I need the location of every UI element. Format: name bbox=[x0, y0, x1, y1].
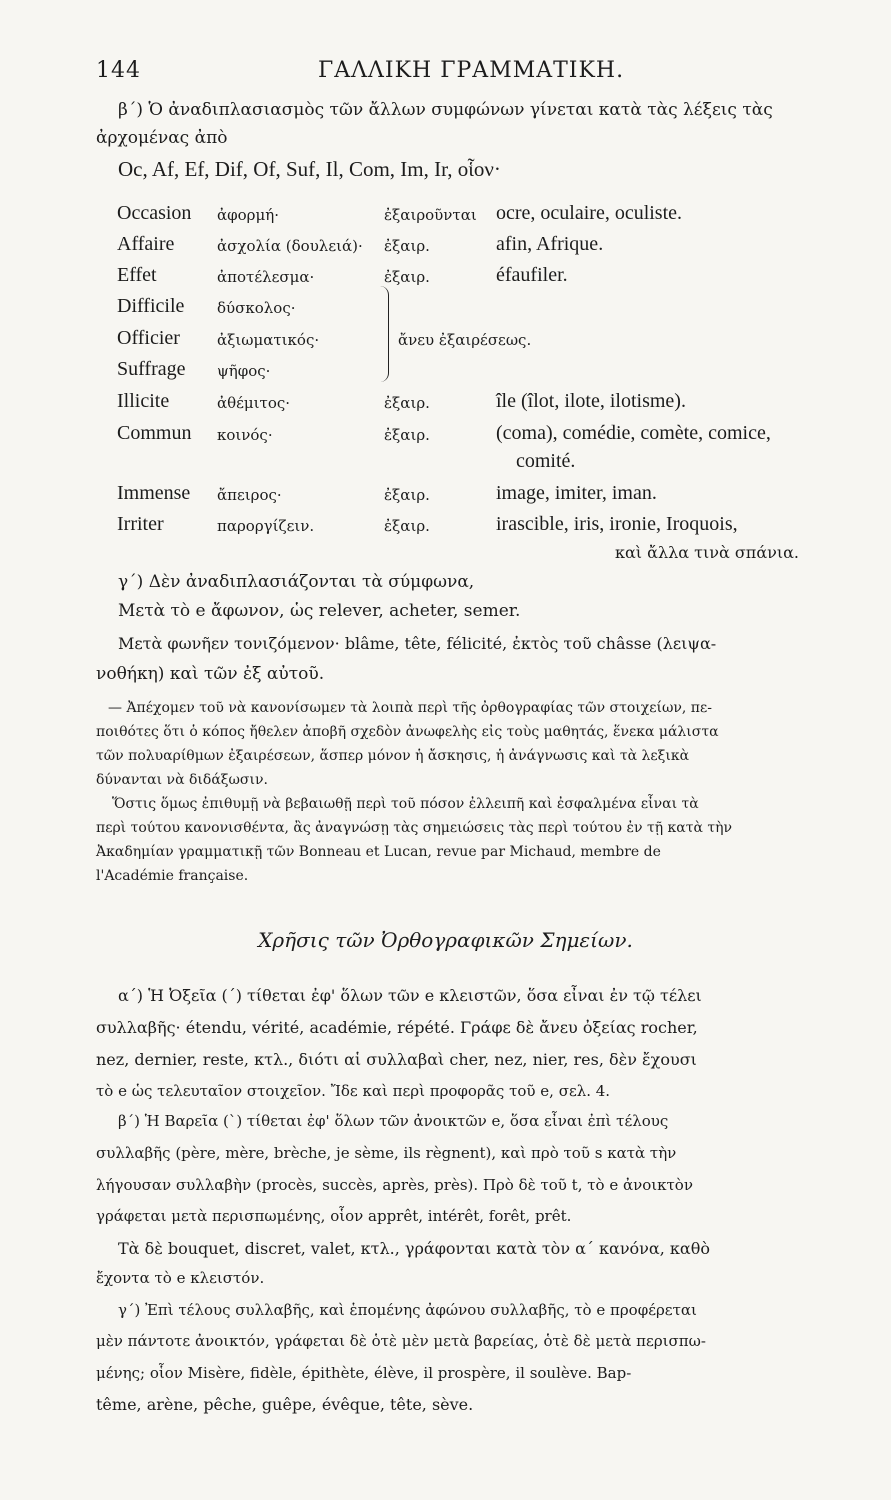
body-line: συλλαβῆς· étendu, vérité, académie, répété. Γράφε δὲ ἄνευ ὀξείας rocher, bbox=[96, 1018, 698, 1037]
body-line: τὸ e ὡς τελευταῖον στοιχεῖον. Ἴδε καὶ περὶ προφορᾶς τοῦ e, σελ. 4. bbox=[96, 1082, 611, 1100]
greek-translation: δύσκολος· bbox=[217, 299, 296, 317]
note-line: — Ἀπέχομεν τοῦ νὰ κανονίσωμεν τὰ λοιπὰ περὶ τῆς ὀρθογραφίας τῶν στοιχείων, πε- bbox=[108, 700, 712, 716]
french-word: Suffrage bbox=[117, 358, 186, 380]
exception-examples: ocre, oculaire, oculiste. bbox=[496, 202, 683, 224]
french-word: Immense bbox=[117, 482, 191, 504]
exception-label: ἐξαιροῦνται bbox=[384, 206, 477, 224]
exception-label: ἐξαιρ. bbox=[384, 426, 430, 444]
body-line: ἔχοντα τὸ e κλειστόν. bbox=[96, 1269, 265, 1287]
exception-label: ἐξαιρ. bbox=[384, 268, 430, 286]
body-line: γράφεται μετὰ περισπωμένης, οἷον apprêt, intérêt, forêt, prêt. bbox=[96, 1207, 572, 1225]
note-line: l'Académie française. bbox=[96, 868, 249, 884]
greek-translation: ψῆφος· bbox=[217, 362, 271, 380]
table-row bbox=[0, 390, 891, 420]
gamma-line-3: Μετὰ φωνῆεν τονιζόμενον· blâme, tête, félicité, ἐκτὸς τοῦ châsse (λειψα- bbox=[118, 634, 717, 653]
exception-examples: (coma), comédie, comète, comice, bbox=[496, 422, 771, 444]
exception-label: ἄνευ ἐξαιρέσεως. bbox=[398, 331, 532, 349]
table-row bbox=[0, 422, 891, 452]
intro-line-1: β΄) Ὁ ἀναδιπλασιασμὸς τῶν ἄλλων συμφώνων γίνεται κατὰ τὰς λέξεις τὰς bbox=[118, 100, 773, 120]
body-line: nez, dernier, reste, κτλ., διότι αἱ συλλαβαὶ cher, nez, nier, res, δὲν ἔχουσι bbox=[96, 1050, 697, 1069]
table-row bbox=[0, 482, 891, 512]
greek-translation: ἀθέμιτος· bbox=[217, 394, 291, 412]
exception-examples: afin, Afrique. bbox=[496, 233, 604, 255]
exception-examples: île (îlot, ilote, ilotisme). bbox=[496, 390, 686, 412]
exception-label: ἐξαιρ. bbox=[384, 486, 430, 504]
note-line: ποιθότες ὅτι ὁ κόπος ἤθελεν ἀποβῆ σχεδὸν ἀνωφελὴς εἰς τοὺς μαθητάς, ἕνεκα μάλιστα bbox=[96, 724, 719, 740]
french-word: Occasion bbox=[117, 202, 192, 224]
table-row bbox=[0, 233, 891, 263]
body-line: β΄) Ἡ Βαρεῖα (`) τίθεται ἐφ' ὅλων τῶν ἀνοικτῶν e, ὅσα εἶναι ἐπὶ τέλους bbox=[118, 1112, 669, 1130]
body-line: λήγουσαν συλλαβὴν (procès, succès, après, près). Πρὸ δὲ τοῦ t, τὸ e ἀνοικτὸν bbox=[96, 1176, 693, 1194]
section-title: Χρῆσις τῶν Ὀρθογραφικῶν Σημείων. bbox=[258, 928, 633, 952]
french-word: Illicite bbox=[117, 390, 170, 412]
table-row bbox=[0, 358, 891, 388]
table-row bbox=[0, 264, 891, 294]
table-tail: καὶ ἄλλα τινὰ σπάνια. bbox=[615, 543, 800, 562]
greek-translation: ἀφορμή· bbox=[217, 206, 279, 224]
body-line: Τὰ δὲ bouquet, discret, valet, κτλ., γράφονται κατὰ τὸν α΄ κανόνα, καθὸ bbox=[118, 1239, 710, 1258]
body-line: γ΄) Ἐπὶ τέλους συλλαβῆς, καὶ ἑπομένης ἀφώνου συλλαβῆς, τὸ e προφέρεται bbox=[118, 1301, 697, 1319]
french-word: Effet bbox=[117, 264, 157, 286]
note-line: Ἀκαδημίαν γραμματικῇ τῶν Bonneau et Lucan, revue par Michaud, membre de bbox=[96, 844, 661, 860]
body-line: α΄) Ἡ Ὀξεῖα (΄) τίθεται ἐφ' ὅλων τῶν e κλειστῶν, ὅσα εἶναι ἐν τῷ τέλει bbox=[118, 986, 702, 1005]
french-word: Officier bbox=[117, 327, 180, 349]
page-number: 144 bbox=[96, 58, 141, 83]
gamma-line-1: γ΄) Δὲν ἀναδιπλασιάζονται τὰ σύμφωνα, bbox=[118, 572, 475, 592]
exception-examples: éfaufiler. bbox=[496, 264, 568, 286]
exception-label: ἐξαιρ. bbox=[384, 237, 430, 255]
exception-examples: irascible, iris, ironie, Iroquois, bbox=[496, 513, 738, 535]
greek-translation: παροργίζειν. bbox=[217, 517, 315, 535]
exception-label: ἐξαιρ. bbox=[384, 394, 430, 412]
french-word: Affaire bbox=[117, 233, 175, 255]
exception-examples: comité. bbox=[516, 450, 576, 472]
running-title: ΓΑΛΛΙΚΗ ΓΡΑΜΜΑΤΙΚΗ. bbox=[318, 58, 625, 83]
greek-translation: ἀξιωματικός· bbox=[217, 331, 320, 349]
gamma-line-2: Μετὰ τὸ e ἄφωνον, ὡς relever, acheter, semer. bbox=[118, 601, 521, 621]
note-line: Ὅστις ὅμως ἐπιθυμῇ νὰ βεβαιωθῇ περὶ τοῦ πόσον ἐλλειπῆ καὶ ἐσφαλμένα εἶναι τὰ bbox=[112, 796, 699, 812]
grouping-brace bbox=[380, 286, 389, 382]
table-row bbox=[0, 202, 891, 232]
body-line: συλλαβῆς (père, mère, brèche, je sème, ils règnent), καὶ πρὸ τοῦ s κατὰ τὴν bbox=[96, 1144, 677, 1162]
exception-examples: image, imiter, iman. bbox=[496, 482, 657, 504]
intro-prefix-list: Oc, Af, Ef, Dif, Of, Suf, Il, Com, Im, Ir, οἷον· bbox=[118, 157, 501, 181]
note-line: τῶν πολυαρίθμων ἐξαιρέσεων, ἅσπερ μόνον ἡ ἄσκησις, ἡ ἀνάγνωσις καὶ τὰ λεξικὰ bbox=[96, 748, 690, 764]
french-word: Difficile bbox=[117, 295, 185, 317]
greek-translation: κοινός· bbox=[217, 426, 273, 444]
table-row bbox=[0, 450, 891, 480]
intro-line-2: ἀρχομένας ἀπὸ bbox=[96, 128, 228, 148]
greek-translation: ἀποτέλεσμα· bbox=[217, 268, 315, 286]
gamma-line-4: νοθήκη) καὶ τῶν ἐξ αὐτοῦ. bbox=[96, 664, 325, 684]
greek-translation: ἀσχολία (δουλειά)· bbox=[217, 237, 363, 255]
note-line: δύνανται νὰ διδάξωσιν. bbox=[96, 772, 268, 788]
greek-translation: ἄπειρος· bbox=[217, 486, 282, 504]
french-word: Irriter bbox=[117, 513, 164, 535]
exception-label: ἐξαιρ. bbox=[384, 517, 430, 535]
body-line: μὲν πάντοτε ἀνοικτόν, γράφεται δὲ ὁτὲ μὲν μετὰ βαρείας, ὁτὲ δὲ μετὰ περισπω- bbox=[96, 1332, 706, 1350]
table-row bbox=[0, 513, 891, 543]
table-row bbox=[0, 327, 891, 357]
table-row bbox=[0, 295, 891, 325]
body-line: tême, arène, pêche, guêpe, évêque, tête, sève. bbox=[96, 1395, 474, 1414]
note-line: περὶ τούτου κανονισθέντα, ἂς ἀναγνώσῃ τὰς σημειώσεις τὰς περὶ τούτου ἐν τῇ κατὰ τὴν bbox=[96, 820, 733, 836]
french-word: Commun bbox=[117, 422, 192, 444]
body-line: μένης; οἷον Misère, fidèle, épithète, élève, il prospère, il soulève. Bap- bbox=[96, 1364, 632, 1382]
